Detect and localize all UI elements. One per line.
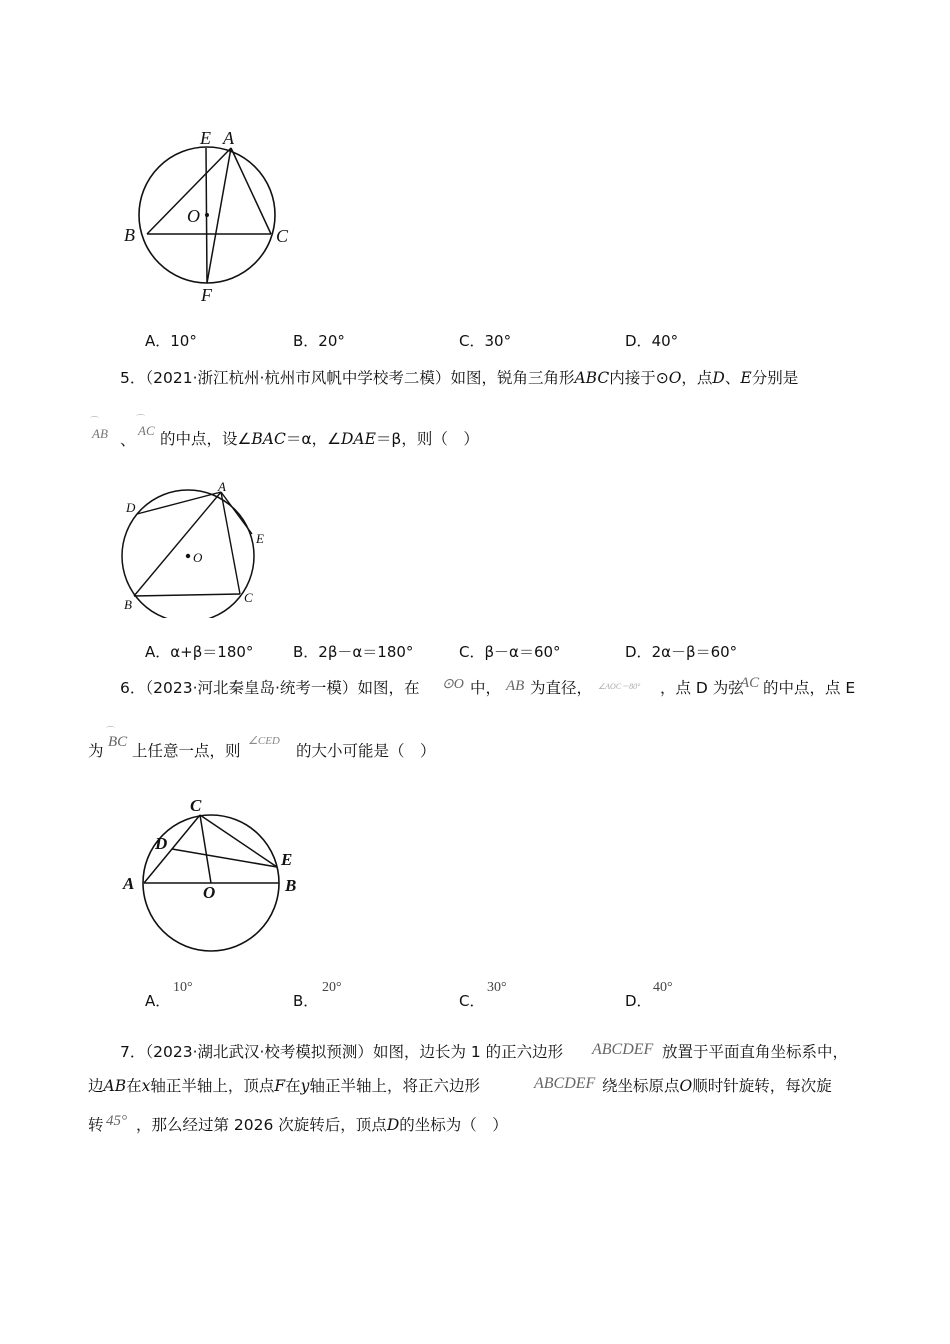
text: 转 xyxy=(88,1116,104,1134)
option-letter: A． xyxy=(145,643,171,661)
text: 为直径， xyxy=(530,679,593,697)
text: ＝α，∠ xyxy=(285,430,341,448)
label-e: E xyxy=(200,128,211,148)
option-letter: B． xyxy=(293,643,319,661)
option-text: 10° xyxy=(170,332,197,350)
option-letter: B． xyxy=(293,332,319,350)
math-angle-aoc: ∠AOC＝80° xyxy=(598,682,641,691)
circle-o: ⊙O xyxy=(442,677,464,692)
math: E xyxy=(740,369,752,387)
text: 在 xyxy=(126,1077,142,1095)
option-text: 10° xyxy=(173,980,193,995)
q7-line2-text-a xyxy=(88,1079,480,1095)
text: 如图，锐角三角形 xyxy=(450,369,575,387)
arc-bc: BC xyxy=(108,734,128,750)
text: 轴正半轴上，顶点 xyxy=(150,1077,275,1095)
text: 绕坐标原点 xyxy=(602,1077,680,1095)
text: 内接于⊙ xyxy=(609,369,669,387)
label-b: B xyxy=(285,876,297,895)
text: 的大小可能是（ ） xyxy=(296,742,436,760)
text: 的坐标为（ ） xyxy=(399,1116,508,1134)
figure-circle-eabcf xyxy=(110,120,310,310)
text: 上任意一点，则 xyxy=(132,742,241,760)
text: 、 xyxy=(120,431,136,449)
question-source: （2023·河北秦皇岛·统考一模） xyxy=(145,679,358,697)
q5-line1 xyxy=(120,371,798,387)
option-text: β－α＝60° xyxy=(484,643,561,661)
math-ac: AC xyxy=(740,675,760,691)
label-d: D xyxy=(126,500,136,515)
text: 轴正半轴上，将正六边形 xyxy=(309,1077,480,1095)
math-abcdef: ABCDEF xyxy=(592,1041,654,1058)
math: BAC xyxy=(251,430,286,448)
q7-line2 xyxy=(88,1074,878,1100)
option-text: 2α－β＝60° xyxy=(651,643,738,661)
label-o: O xyxy=(193,550,203,565)
arc-mark: ⌒ xyxy=(106,727,116,737)
label-a: A xyxy=(123,874,135,893)
option-text: 40° xyxy=(651,332,679,350)
arc-mark: ⌒ xyxy=(90,417,100,427)
option-text: 30° xyxy=(484,332,512,350)
text: 边 xyxy=(88,1077,104,1095)
math: O xyxy=(668,369,682,387)
label-d: D xyxy=(155,834,168,853)
question-number: 5． xyxy=(120,369,146,387)
label-o: O xyxy=(187,206,200,226)
q4-option-c[interactable] xyxy=(459,334,511,349)
label-c: C xyxy=(276,226,289,246)
text: 、 xyxy=(724,369,741,387)
option-text: 40° xyxy=(653,980,673,995)
math: D xyxy=(386,1116,400,1134)
option-text: α+β＝180° xyxy=(170,643,254,661)
text: ，点 xyxy=(681,369,713,387)
q6-line1-text xyxy=(120,681,419,697)
text: 的中点，设∠ xyxy=(160,430,252,448)
q6-option-d[interactable] xyxy=(625,978,673,1010)
q6-line1 xyxy=(120,676,880,706)
question-number: 7． xyxy=(120,1043,146,1061)
arc-ab: AB xyxy=(92,426,108,441)
text: 顺时针旋转，每次旋 xyxy=(692,1077,832,1095)
q7-line3 xyxy=(88,1112,688,1140)
math-ab: AB xyxy=(506,678,525,694)
label-b: B xyxy=(124,225,135,245)
math: AB xyxy=(103,1077,127,1095)
label-o: O xyxy=(203,883,216,902)
math: F xyxy=(274,1077,286,1095)
option-letter: C． xyxy=(459,332,485,350)
option-letter: A． xyxy=(145,992,171,1010)
question-source: （2021·浙江杭州·杭州市风帆中学校考二模） xyxy=(145,369,451,387)
label-c: C xyxy=(190,796,202,815)
q7-line1 xyxy=(120,1040,880,1066)
option-letter: D． xyxy=(625,332,652,350)
math-angle-ced: ∠CED xyxy=(248,735,280,747)
q6-line2 xyxy=(88,727,508,764)
figure-q6-circle xyxy=(115,795,315,965)
arc-mark: ⌒ xyxy=(136,415,146,425)
label-e: E xyxy=(281,850,293,869)
q4-option-a[interactable] xyxy=(145,334,197,349)
q5-option-c[interactable] xyxy=(459,645,561,660)
option-text: 30° xyxy=(487,980,507,995)
math-abcdef: ABCDEF xyxy=(534,1075,596,1092)
option-letter: D． xyxy=(625,992,652,1010)
q7-line1-text xyxy=(120,1045,563,1061)
text: 如图，在 xyxy=(357,679,420,697)
q7-line2-text-b xyxy=(602,1079,832,1095)
q6-option-c[interactable] xyxy=(459,978,507,1010)
math: O xyxy=(679,1077,693,1095)
math: DAE xyxy=(340,430,376,448)
question-number: 6． xyxy=(120,679,146,697)
q5-line2-text xyxy=(160,432,479,448)
q4-option-b[interactable] xyxy=(293,334,345,349)
text: ，点 D 为弦 xyxy=(660,679,744,697)
option-text: 20° xyxy=(322,980,342,995)
option-letter: A． xyxy=(145,332,171,350)
option-text: 20° xyxy=(318,332,345,350)
q5-option-b[interactable] xyxy=(293,645,413,660)
q5-option-d[interactable] xyxy=(625,645,737,660)
option-text: 2β－α＝180° xyxy=(318,643,414,661)
label-a: A xyxy=(218,479,226,494)
math: D xyxy=(712,369,725,387)
q7-line3-text xyxy=(136,1118,508,1134)
math: y xyxy=(300,1077,310,1095)
text: 分别是 xyxy=(751,369,799,387)
label-e: E xyxy=(256,531,264,546)
label-a: A xyxy=(223,128,234,148)
text: 如图，边长为 1 的正六边形 xyxy=(372,1043,564,1061)
option-letter: C． xyxy=(459,643,485,661)
text: 在 xyxy=(285,1077,301,1095)
q6-option-b[interactable] xyxy=(293,978,342,1010)
math: ABC xyxy=(574,369,610,387)
label-f: F xyxy=(201,285,212,305)
text: ，那么经过第 2026 次旋转后，顶点 xyxy=(136,1116,387,1134)
q4-option-d[interactable] xyxy=(625,334,678,349)
arc-ac: AC xyxy=(138,423,155,438)
option-letter: D． xyxy=(625,643,652,661)
label-b: B xyxy=(124,597,132,612)
text: 为 xyxy=(88,742,104,760)
text: 放置于平面直角坐标系中， xyxy=(662,1043,849,1061)
math-45deg: 45° xyxy=(106,1113,127,1129)
q6-option-a[interactable] xyxy=(145,978,193,1010)
label-c: C xyxy=(244,590,253,605)
option-letter: C． xyxy=(459,992,485,1010)
math: x xyxy=(141,1077,151,1095)
text: 的中点，点 E xyxy=(763,679,856,697)
question-source: （2023·湖北武汉·校考模拟预测） xyxy=(145,1043,373,1061)
figure-q5-circle xyxy=(110,478,280,618)
text: 中， xyxy=(470,679,502,697)
q5-option-a[interactable] xyxy=(145,645,253,660)
option-letter: B． xyxy=(293,992,319,1010)
q5-line2 xyxy=(88,415,488,450)
text: ＝β，则（ ） xyxy=(375,430,479,448)
